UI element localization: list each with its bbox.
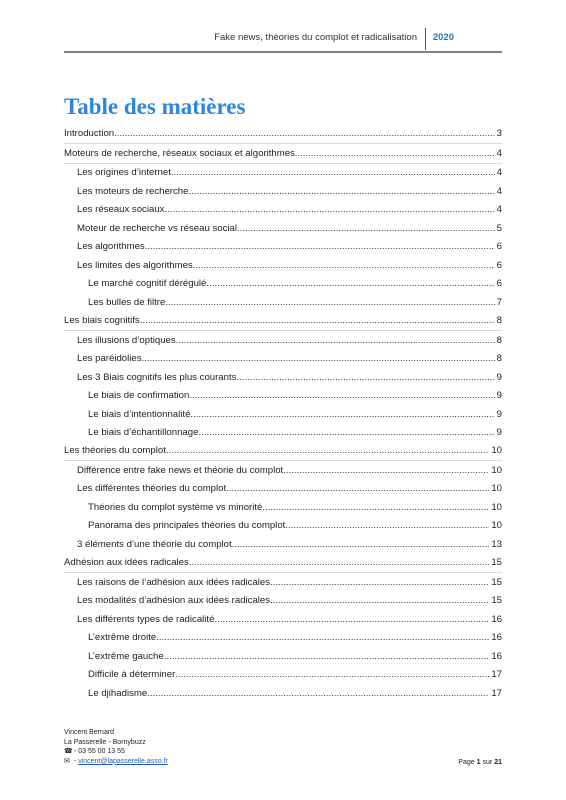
toc-entry[interactable] — [64, 610, 502, 628]
toc-entry-label: Différence entre fake news et théorie du complot — [77, 464, 284, 476]
page-number — [458, 759, 502, 766]
toc-leader-dots — [193, 260, 495, 275]
page-sep: sur — [482, 759, 493, 766]
email-link[interactable]: vincent@lapasserelle.asso.fr — [78, 757, 168, 765]
toc-entry[interactable] — [64, 125, 502, 144]
header-separator — [425, 28, 426, 50]
toc-entry-page: 3 — [496, 128, 502, 140]
toc-entry-label: Le biais d’intentionnalité — [88, 408, 191, 420]
toc-entry-label: Les différentes théories du complot — [77, 483, 227, 495]
toc-leader-dots — [190, 409, 494, 424]
toc-leader-dots — [140, 315, 495, 330]
toc-leader-dots — [226, 483, 489, 498]
toc-entry-page: 13 — [491, 538, 502, 550]
toc-entry[interactable] — [64, 424, 502, 442]
toc-entry-page: 5 — [496, 222, 502, 234]
toc-entry[interactable] — [64, 238, 502, 256]
toc-entry[interactable] — [64, 182, 502, 200]
header-title: Fake news, théories du complot et radicalisation — [214, 32, 417, 43]
toc-entry-label: Les modalités d’adhésion aux idées radicales — [77, 595, 271, 607]
toc-title: Table des matières — [64, 94, 246, 119]
toc-entry-label: Les algorithmes — [77, 241, 145, 253]
toc-entry-label: Difficile à déterminer — [88, 669, 176, 681]
toc-entry-label: Théories du complot système vs minorité — [88, 501, 263, 513]
table-of-contents — [64, 125, 502, 703]
toc-leader-dots — [171, 167, 495, 182]
page-total: 21 — [494, 759, 502, 766]
toc-entry-page: 6 — [496, 278, 502, 290]
toc-entry[interactable] — [64, 684, 502, 702]
toc-entry-page: 15 — [491, 576, 502, 588]
toc-entry[interactable] — [64, 629, 502, 647]
toc-entry-page: 10 — [491, 445, 502, 457]
toc-entry-page: 16 — [491, 632, 502, 644]
toc-leader-dots — [206, 278, 494, 293]
toc-entry-page: 8 — [496, 315, 502, 327]
page-prefix: Page — [458, 759, 475, 766]
toc-entry-label: Les moteurs de recherche — [77, 185, 189, 197]
toc-leader-dots — [165, 297, 494, 312]
toc-entry-page: 15 — [491, 595, 502, 607]
toc-entry-label: Les 3 Biais cognitifs les plus courants — [77, 371, 237, 383]
toc-entry-label: Moteur de recherche vs réseau social — [77, 222, 237, 234]
toc-entry-page: 6 — [496, 241, 502, 253]
toc-entry-label: Introduction — [64, 128, 115, 140]
toc-entry-label: Les réseaux sociaux — [77, 204, 165, 216]
toc-entry[interactable] — [64, 480, 502, 498]
toc-entry[interactable] — [64, 461, 502, 479]
toc-entry-label: 3 éléments d’une théorie du complot — [77, 538, 232, 550]
toc-leader-dots — [295, 148, 495, 163]
toc-entry[interactable] — [64, 387, 502, 405]
toc-entry[interactable] — [64, 647, 502, 665]
toc-entry[interactable] — [64, 535, 502, 553]
toc-entry-label: Le biais d’échantillonnage — [88, 426, 199, 438]
toc-entry[interactable] — [64, 666, 502, 684]
toc-entry-label: L’extrême droite — [88, 632, 157, 644]
toc-leader-dots — [285, 520, 489, 535]
header-year: 2020 — [432, 32, 454, 43]
toc-entry-label: Les théories du complot — [64, 445, 166, 457]
toc-leader-dots — [262, 502, 489, 517]
toc-leader-dots — [175, 669, 489, 684]
header-rule — [64, 51, 502, 53]
toc-entry-label: Les bulles de filtre — [88, 296, 166, 308]
page-current: 1 — [476, 759, 481, 766]
toc-entry-page: 4 — [496, 185, 502, 197]
toc-leader-dots — [176, 335, 495, 350]
toc-leader-dots — [164, 204, 494, 219]
toc-entry-label: Moteurs de recherche, réseaux sociaux et algorithmes — [64, 147, 295, 159]
phone-number: - 03 55 00 13 55 — [72, 748, 125, 755]
author-phone — [64, 747, 168, 757]
toc-entry[interactable] — [64, 201, 502, 219]
toc-entry-label: Les origines d’internet — [77, 167, 171, 179]
toc-leader-dots — [270, 577, 489, 592]
toc-leader-dots — [189, 557, 490, 572]
toc-leader-dots — [145, 241, 495, 256]
toc-entry-page: 17 — [491, 669, 502, 681]
toc-entry-page: 10 — [491, 464, 502, 476]
toc-leader-dots — [232, 539, 490, 554]
toc-entry[interactable] — [64, 573, 502, 591]
toc-entry[interactable] — [64, 442, 502, 461]
toc-leader-dots — [270, 595, 489, 610]
toc-entry-label: Le djihadisme — [88, 687, 148, 699]
toc-leader-dots — [214, 614, 489, 629]
toc-leader-dots — [156, 632, 489, 647]
toc-leader-dots — [164, 651, 490, 666]
toc-leader-dots — [142, 353, 495, 368]
toc-entry-label: Panorama des principales théories du complot — [88, 520, 286, 532]
toc-entry[interactable] — [64, 405, 502, 423]
toc-entry[interactable] — [64, 517, 502, 535]
toc-entry[interactable] — [64, 592, 502, 610]
envelope-icon: ✉ — [64, 757, 70, 765]
toc-entry-page: 4 — [496, 147, 502, 159]
toc-leader-dots — [189, 390, 494, 405]
page-footer — [64, 728, 168, 766]
toc-entry-label: Les paréidolies — [77, 353, 142, 365]
page-header — [64, 28, 502, 54]
toc-entry-page: 16 — [491, 650, 502, 662]
toc-entry-page: 8 — [496, 334, 502, 346]
toc-entry-label: Les raisons de l’adhésion aux idées radicales — [77, 576, 271, 588]
toc-entry-page: 10 — [491, 501, 502, 513]
author-email: ✉ - vincent@lapasserelle.asso.fr — [64, 757, 168, 765]
toc-entry[interactable] — [64, 219, 502, 237]
toc-entry[interactable] — [64, 293, 502, 311]
toc-entry[interactable] — [64, 164, 502, 182]
toc-entry-label: Les illusions d’optiques — [77, 334, 176, 346]
toc-entry[interactable] — [64, 331, 502, 349]
toc-entry-page: 6 — [496, 259, 502, 271]
toc-entry-label: Le marché cognitif dérégulé — [88, 278, 207, 290]
toc-entry[interactable] — [64, 256, 502, 274]
toc-entry[interactable] — [64, 498, 502, 516]
toc-entry[interactable] — [64, 312, 502, 331]
author-organization: La Passerelle - Bornybuzz — [64, 738, 146, 746]
toc-entry-page: 10 — [491, 483, 502, 495]
toc-entry-label: L’extrême gauche — [88, 650, 164, 662]
toc-leader-dots — [198, 427, 494, 442]
author-name: Vincent Bernard — [64, 729, 115, 736]
toc-entry[interactable] — [64, 144, 502, 163]
toc-entry-label: Les limites des algorithmes — [77, 259, 193, 271]
toc-leader-dots — [283, 465, 489, 480]
toc-entry-label: Adhésion aux idées radicales — [64, 557, 189, 569]
toc-entry-page: 10 — [491, 520, 502, 532]
toc-entry[interactable] — [64, 275, 502, 293]
toc-leader-dots — [166, 445, 489, 460]
toc-entry-page: 9 — [496, 426, 502, 438]
toc-entry-page: 9 — [496, 371, 502, 383]
toc-entry-page: 8 — [496, 353, 502, 365]
toc-leader-dots — [237, 223, 495, 238]
toc-entry-label: Les différents types de radicalité — [77, 613, 215, 625]
toc-entry-page: 4 — [496, 167, 502, 179]
toc-leader-dots — [114, 128, 495, 143]
toc-entry-page: 9 — [496, 390, 502, 402]
toc-entry-page: 15 — [491, 557, 502, 569]
toc-entry[interactable] — [64, 554, 502, 573]
toc-leader-dots — [236, 372, 494, 387]
toc-entry[interactable] — [64, 350, 502, 368]
toc-entry-page: 9 — [496, 408, 502, 420]
toc-entry-page: 16 — [491, 613, 502, 625]
toc-entry-page: 7 — [496, 296, 502, 308]
toc-entry[interactable] — [64, 368, 502, 386]
toc-entry-page: 17 — [491, 687, 502, 699]
toc-entry-label: Le biais de confirmation — [88, 390, 190, 402]
toc-entry-label: Les biais cognitifs — [64, 315, 140, 327]
phone-icon: ☎ — [64, 748, 73, 755]
toc-leader-dots — [147, 688, 489, 703]
toc-leader-dots — [188, 186, 494, 201]
toc-entry-page: 4 — [496, 204, 502, 216]
